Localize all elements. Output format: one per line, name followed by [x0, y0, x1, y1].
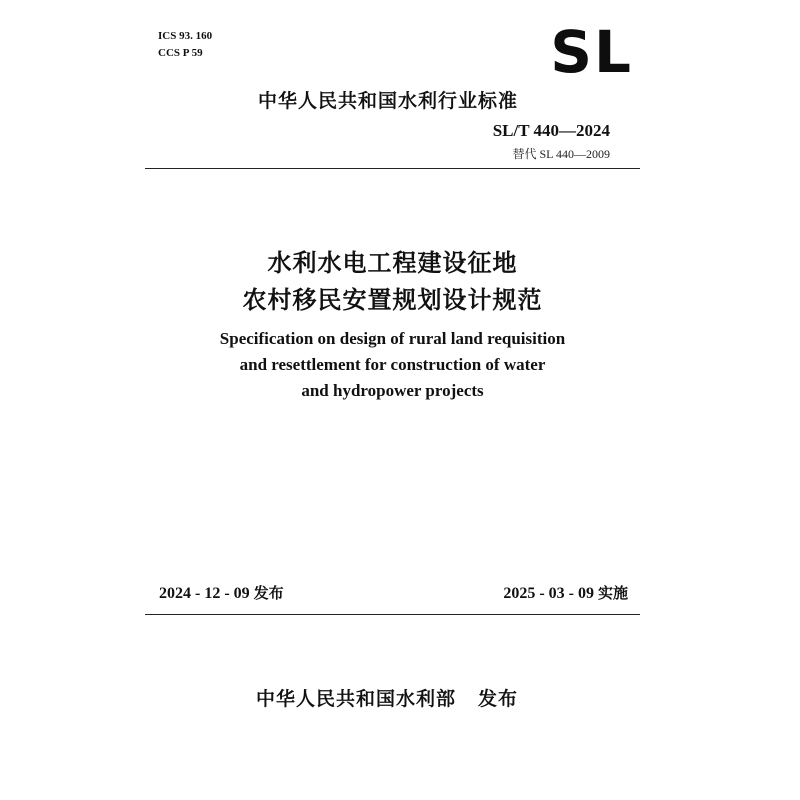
publisher-line — [256, 684, 518, 711]
implement-date-block — [503, 582, 628, 603]
title-cn-line-1: 水利水电工程建设征地 — [267, 249, 518, 277]
implement-date: 2025 - 03 - 09 — [503, 585, 594, 602]
title-en-line-1: Specification on design of rural land requisition — [219, 329, 566, 348]
standard-number: SL/T 440—2024 — [492, 121, 610, 140]
title-en-line-2: and resettlement for construction of water — [239, 355, 546, 374]
ccs-code: CCS P 59 — [158, 47, 203, 59]
footer-divider — [145, 614, 640, 615]
replaced-standard: 替代 SL 440—2009 — [512, 147, 610, 161]
implement-label: 实施 — [597, 584, 628, 602]
ics-code: ICS 93. 160 — [158, 30, 213, 42]
title-cn-line-2: 农村移民安置规划设计规范 — [242, 286, 543, 314]
header-divider — [145, 168, 640, 169]
classification-codes — [158, 28, 212, 62]
issue-label: 发布 — [253, 584, 284, 602]
sl-logo: SL — [550, 18, 633, 86]
publisher-action: 发布 — [478, 688, 519, 710]
standard-category: 中华人民共和国水利行业标准 — [258, 90, 519, 112]
publisher-name: 中华人民共和国水利部 — [256, 688, 457, 710]
issue-date: 2024 - 12 - 09 — [159, 585, 250, 602]
title-en-line-3: and hydropower projects — [301, 381, 484, 400]
issue-date-block — [159, 582, 284, 603]
